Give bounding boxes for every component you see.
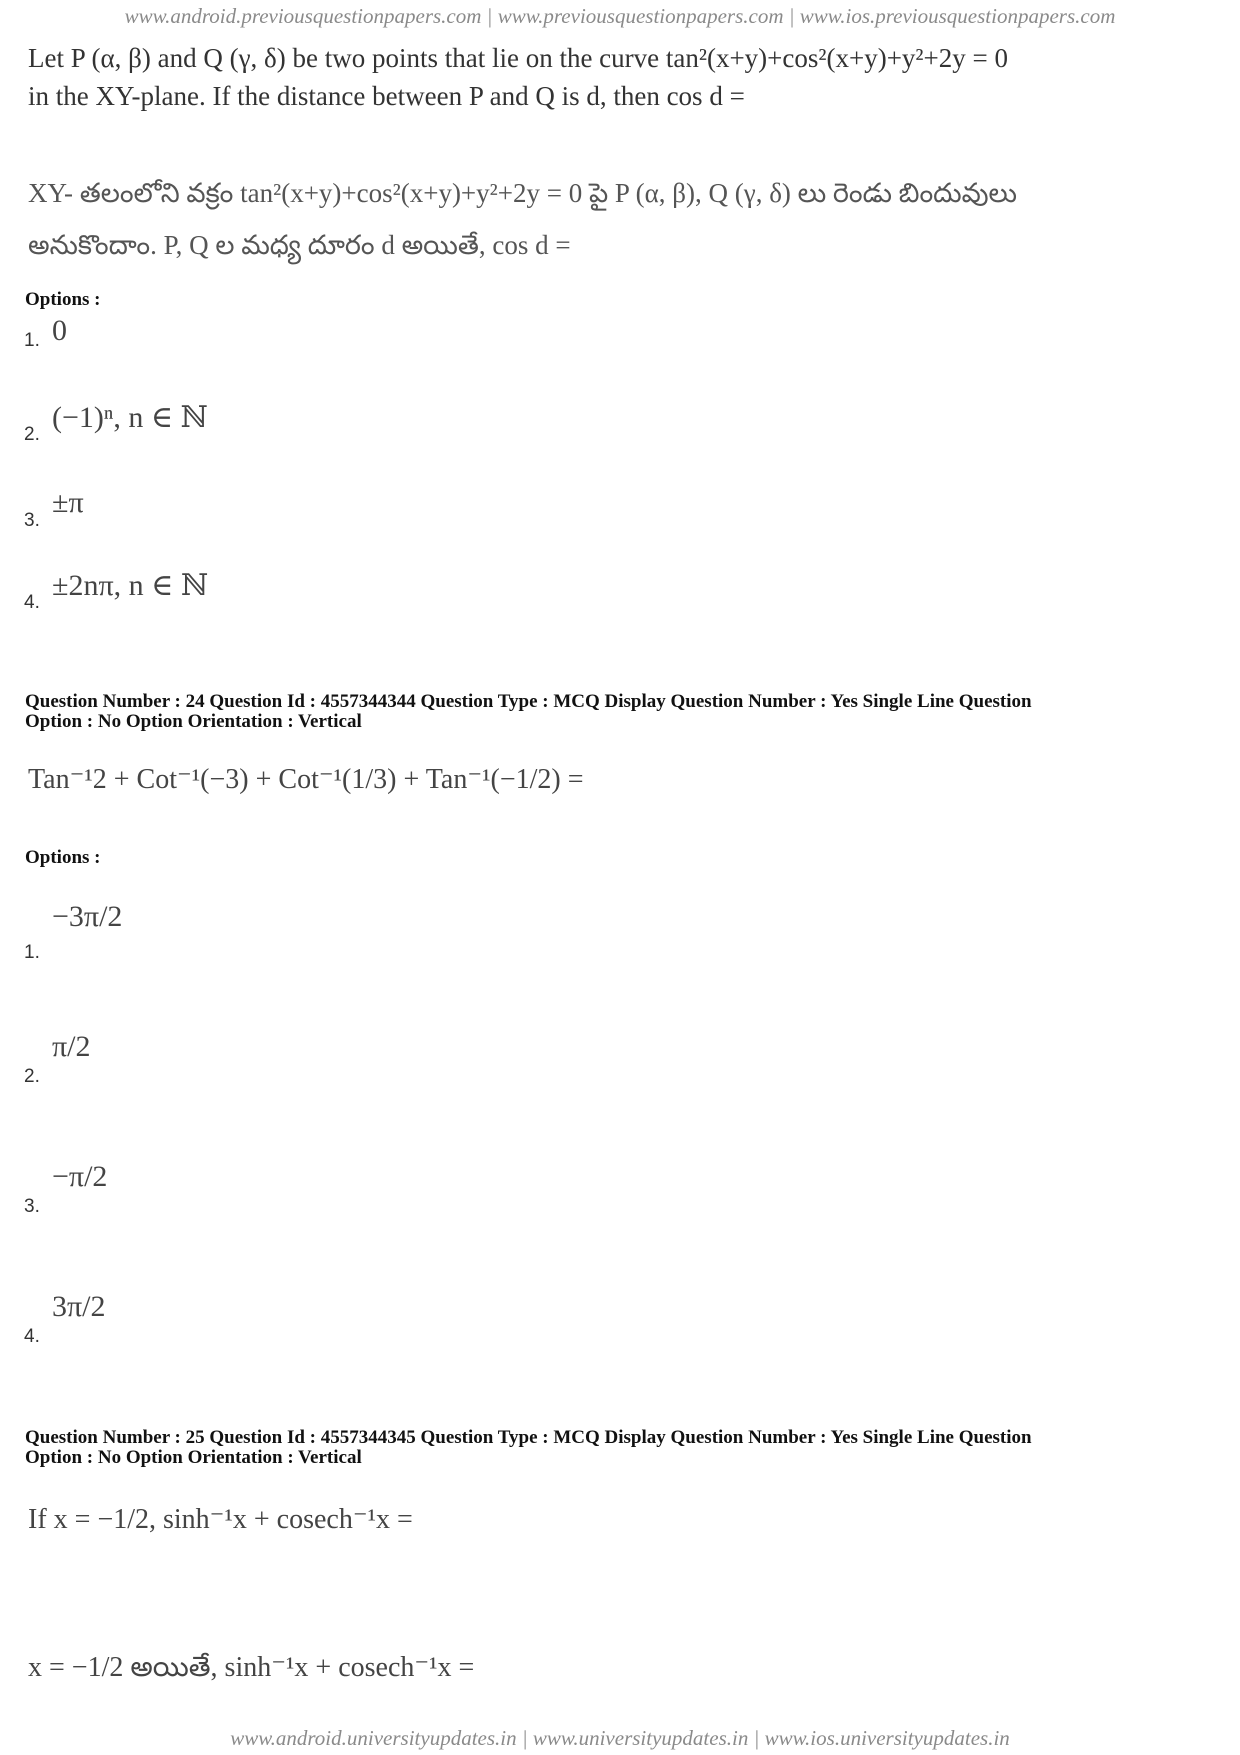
q24-meta-line2: Option : No Option Orientation : Vertical (25, 711, 362, 732)
q24-option-2-number: 2. (24, 1066, 40, 1087)
q23-option-4-number: 4. (24, 592, 40, 613)
q24-option-1: −3π/2 (52, 900, 123, 933)
q24-option-2: π/2 (52, 1030, 91, 1063)
q23-option-1-number: 1. (24, 330, 40, 351)
q23-option-3-number: 3. (24, 510, 40, 531)
q23-option-2: (−1)ⁿ, n ∈ ℕ (52, 401, 208, 434)
q23-option-3: ±π (52, 486, 84, 519)
q25-meta-line2: Option : No Option Orientation : Vertical (25, 1447, 362, 1468)
q23-option-4: ±2nπ, n ∈ ℕ (52, 569, 209, 602)
q25-question: If x = −1/2, sinh⁻¹x + cosech⁻¹x = (28, 1504, 413, 1535)
footer-watermark: www.android.universityupdates.in | www.universityupdates.in | www.ios.universityupdates.in (230, 1726, 1010, 1750)
q24-option-3-number: 3. (24, 1196, 40, 1217)
q23-telugu-line2: అనుకొందాం. P, Q ల మధ్య దూరం d అయితే, cos d = (28, 230, 571, 260)
q23-options-label: Options : (25, 289, 101, 310)
header-watermark: www.android.previousquestionpapers.com | www.previousquestionpapers.com | www.ios.previousquestionpapers.com (124, 4, 1116, 28)
q25-telugu-question: x = −1/2 అయితే, sinh⁻¹x + cosech⁻¹x = (28, 1652, 475, 1683)
q24-option-4-number: 4. (24, 1326, 40, 1347)
q24-question: Tan⁻¹2 + Cot⁻¹(−3) + Cot⁻¹(1/3) + Tan⁻¹(−1/2) = (28, 764, 584, 795)
q23-telugu-line1: XY- తలంలోని వక్రం tan²(x+y)+cos²(x+y)+y²+2y = 0 పై P (α, β), Q (γ, δ) లు రెండు బిందువులు (28, 178, 1018, 208)
q25-meta-line1: Question Number : 25 Question Id : 4557344345 Question Type : MCQ Display Question Number : Yes Single Line Question (25, 1427, 1032, 1448)
q24-meta-line1: Question Number : 24 Question Id : 4557344344 Question Type : MCQ Display Question Number : Yes Single Line Question (25, 691, 1032, 712)
q23-text-line1: Let P (α, β) and Q (γ, δ) be two points that lie on the curve tan²(x+y)+cos²(x+y)+y²+2y = 0 (28, 43, 1008, 73)
q23-text-line2: in the XY-plane. If the distance between P and Q is d, then cos d = (28, 81, 745, 111)
q24-option-4: 3π/2 (52, 1290, 106, 1323)
q24-option-3: −π/2 (52, 1160, 108, 1193)
q23-option-1: 0 (52, 314, 67, 347)
q24-option-1-number: 1. (24, 942, 40, 963)
q23-option-2-number: 2. (24, 424, 40, 445)
q24-options-label: Options : (25, 847, 101, 868)
